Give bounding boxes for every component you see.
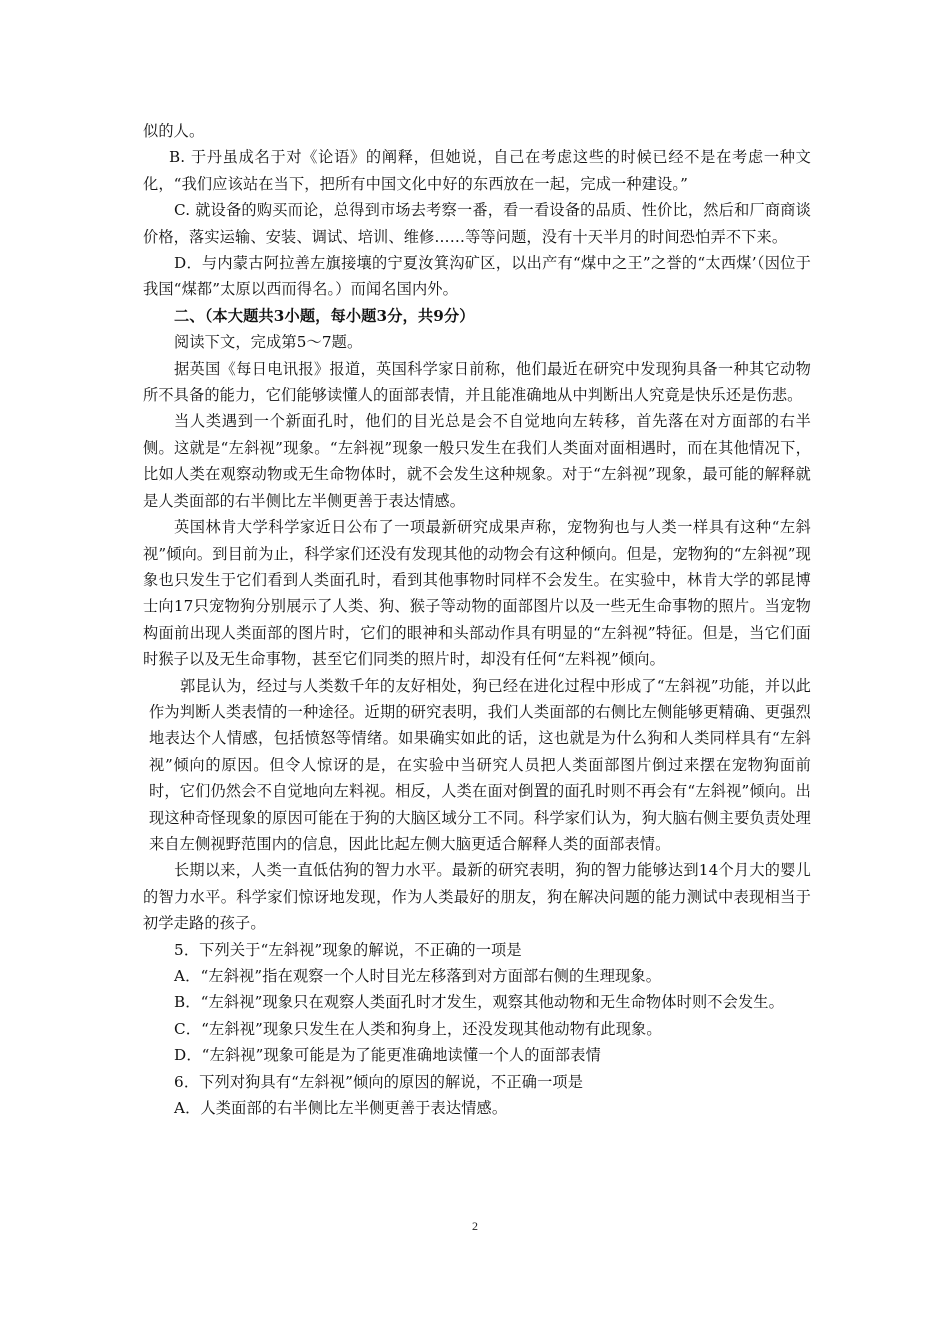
- article-paragraph-4: 郭昆认为，经过与人类数千年的友好相处，狗已经在进化过程中形成了“左斜视”功能，并以此作为判断人类表情的一种途径。近期的研究表明，我们人类面部的右侧比左侧能够更精确、更强烈地表达个人情感，包括愤怒等情绪。如果确实如此的话，这也就是为什么狗和人类同样具有“左斜视”倾向的原因。但令人惊讶的是，在实验中当研究人员把人类面部图片倒过来摆在宠物狗面前时，它们仍然会不自觉地向左料视。相反，人类在面对倒置的面孔时则不再会有“左斜视”倾向。出现这种奇怪现象的原因可能在于狗的大脑区域分工不同。科学家们认为，狗大脑右侧主要负责处理来自左侧视野范围内的信息，因此比起左侧大脑更适合解释人类的面部表情。: [149, 676, 811, 853]
- article-paragraph-3: 英国林肯大学科学家近日公布了一项最新研究成果声称，宠物狗也与人类一样具有这种“左斜视”倾向。到目前为止，科学家们还没有发现其他的动物会有这种倾向。但是，宠物狗的“左斜视”现象也只发生于它们看到人类面孔时，看到其他事物时同样不会发生。在实验中，林肯大学的郭昆博士向17只宠物狗分别展示了人类、狗、猴子等动物的面部图片以及一些无生命事物的照片。当宠物构面前出现人类面部的图片时，它们的眼神和头部动作具有明显的“左斜视”特征。但是，当它们面时猴子以及无生命事物，甚至它们同类的照片时，却没有任何“左料视”倾向。: [143, 518, 811, 669]
- article-paragraph-5: 长期以来，人类一直低估狗的智力水平。最新的研究表明，狗的智力能够达到14个月大的婴儿的智力水平。科学家们惊讶地发现，作为人类最好的朋友，狗在解决问题的能力测试中表现相当于初学走路的孩子。: [143, 861, 811, 933]
- page-number: 2: [472, 1219, 478, 1233]
- option-c-paragraph: C. 就设备的购买而论，总得到市场去考察一番，看一看设备的品质、性价比，然后和厂商商谈价格，落实运输、安装、调试、培训、维修……等等问题，没有十天半月的时间恐怕弄不下来。: [143, 201, 811, 246]
- option-d-paragraph: D．与内蒙古阿拉善左旗接壤的宁夏汝箕沟矿区，以出产有“煤中之王”之誉的“太西煤’（因位于我国“煤都”太原以西而得名。）而闻名国内外。: [143, 254, 811, 299]
- question-5-option-d: D．“左斜视”现象可能是为了能更准确地读懂一个人的面部表情: [174, 1046, 601, 1065]
- article-paragraph-1: 据英国《每日电讯报》报道，英国科学家日前称，他们最近在研究中发现狗具备一种其它动物所不具备的能力，它们能够读懂人的面部表情，并且能准确地从中判断出人究竟是快乐还是伤悲。: [143, 359, 811, 405]
- reading-instruction: 阅读下文，完成第5～7题。: [174, 333, 363, 352]
- page-body: [143, 118, 811, 1121]
- paragraph-continuation: 似的人。: [143, 122, 205, 140]
- question-6-option-a: A．人类面部的右半侧比左半侧更善于表达情感。: [174, 1099, 508, 1118]
- question-5-option-c: C．“左斜视”现象只发生在人类和狗身上，还没发现其他动物有此现象。: [174, 1019, 662, 1038]
- option-b-paragraph: B. 于丹虽成名于对《论语》的阐释，但她说，自己在考虑这些的时候已经不是在考虑一种文化，“我们应该站在当下，把所有中国文化中好的东西放在一起，完成一种建设。”: [143, 148, 811, 193]
- section-heading: 二、（本大题共3小题，每小题3分，共9分）: [174, 306, 475, 325]
- question-6-stem: 6．下列对狗具有“左斜视”倾向的原因的解说，不正确一项是: [174, 1072, 584, 1091]
- question-5-option-a: A．“左斜视”指在观察一个人时目光左移落到对方面部右侧的生理现象。: [174, 967, 662, 985]
- question-5-option-b: B．“左斜视”现象只在观察人类面孔时才发生，观察其他动物和无生命物体时则不会发生。: [174, 993, 784, 1012]
- question-5-stem: 5．下列关于“左斜视”现象的解说，不正确的一项是: [174, 940, 522, 959]
- article-paragraph-2: 当人类遇到一个新面孔时，他们的目光总是会不自觉地向左转移，首先落在对方面部的右半侧。这就是“左斜视”现象。“左斜视”现象一般只发生在我们人类面对面相遇时，而在其他情况下，比如人类在观察动物或无生命物体时，就不会发生这种规象。对于“左斜视”现象，最可能的解释就是人类面部的右半侧比左半侧更善于表达情感。: [143, 412, 811, 510]
